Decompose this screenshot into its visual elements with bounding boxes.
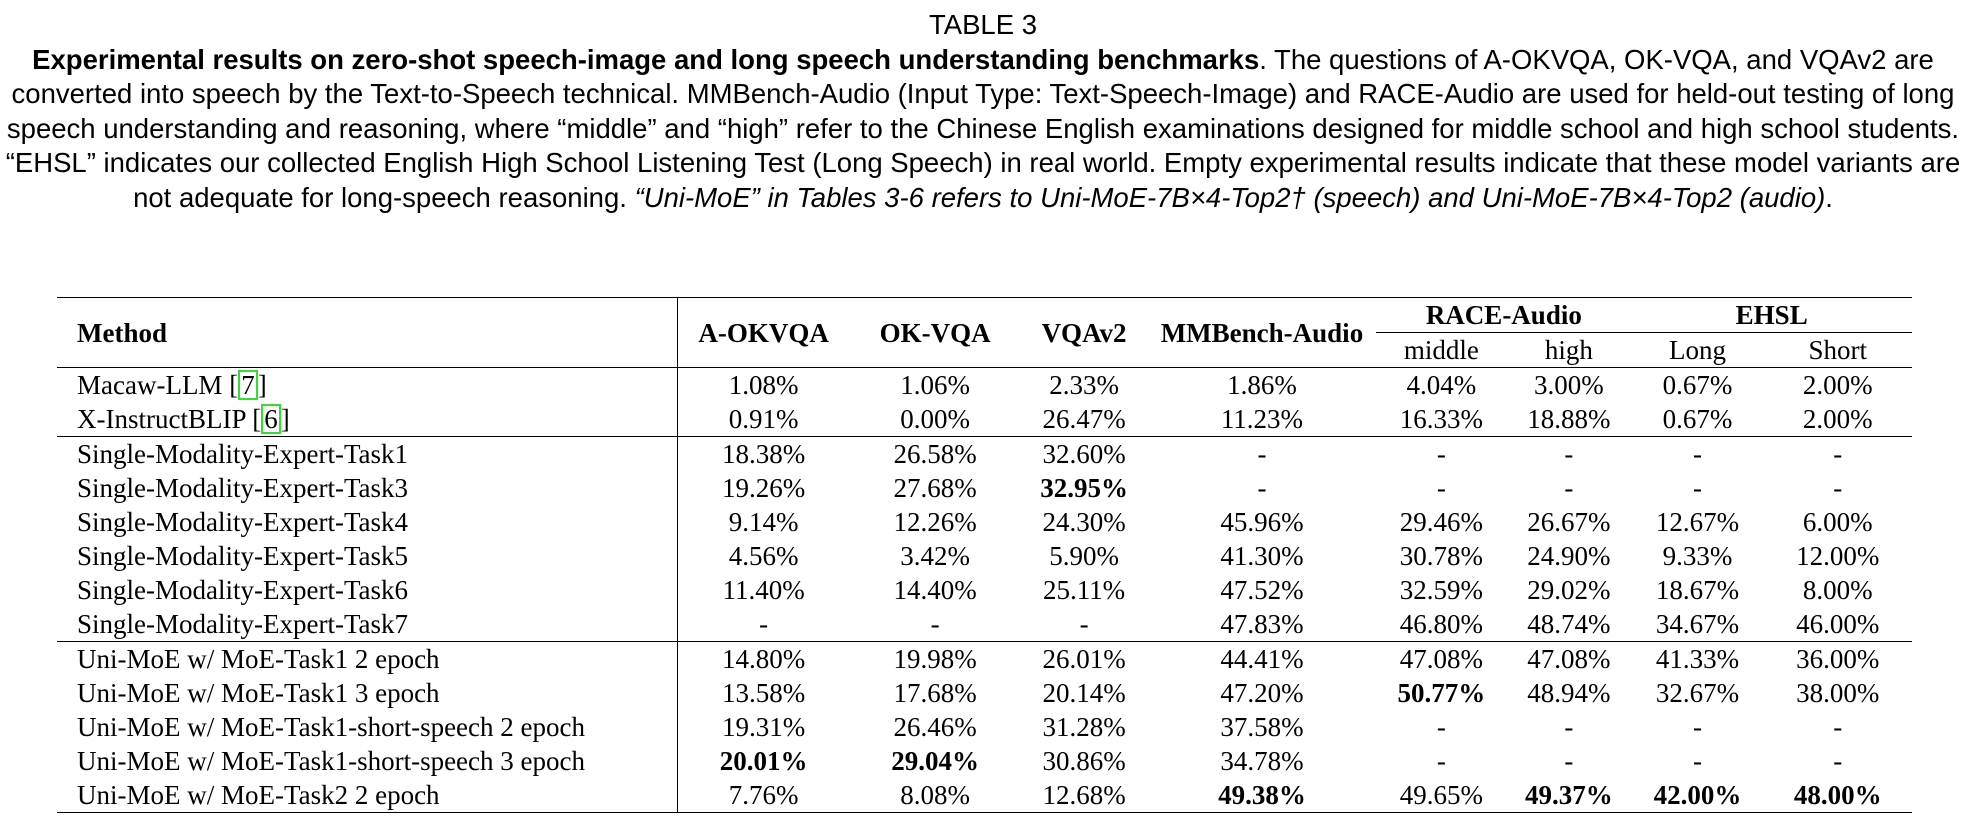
- citation-link[interactable]: 7: [238, 370, 258, 400]
- table-row: [57, 368, 1912, 403]
- table-row: [57, 642, 1912, 677]
- cell-mmbench: 49.38%: [1148, 778, 1377, 813]
- cell-mmbench: 47.52%: [1220, 575, 1304, 605]
- row-method: Uni-MoE w/ MoE-Task1-short-speech 3 epoch: [57, 744, 677, 778]
- cell-aokvqa: 18.38%: [677, 437, 850, 472]
- cell-ehsl-short: 6.00%: [1802, 507, 1873, 537]
- cell-okvqa: -: [930, 609, 940, 639]
- cell-race-high: 3.00%: [1534, 370, 1604, 400]
- cell-vqav2: 12.68%: [1021, 778, 1148, 813]
- header-ehsl-short: Short: [1764, 333, 1912, 368]
- cell-ehsl-short: 2.00%: [1802, 370, 1873, 400]
- header-okvqa: OK-VQA: [850, 298, 1021, 368]
- cell-okvqa: 17.68%: [893, 678, 977, 708]
- row-method: Single-Modality-Expert-Task4: [57, 505, 677, 539]
- cell-race-middle: -: [1376, 437, 1506, 472]
- cell-ehsl-short: -: [1764, 437, 1912, 472]
- cell-ehsl-long: 42.00%: [1631, 778, 1763, 813]
- cell-race-middle: 29.46%: [1399, 507, 1483, 537]
- cell-ehsl-short: 36.00%: [1764, 642, 1912, 677]
- row-method: Uni-MoE w/ MoE-Task1-short-speech 2 epoch: [57, 710, 677, 744]
- cell-aokvqa: 4.56%: [728, 541, 799, 571]
- cell-race-high: 48.74%: [1527, 609, 1611, 639]
- header-method: Method: [57, 298, 677, 368]
- cell-mmbench: 37.58%: [1220, 712, 1304, 742]
- cell-okvqa: 8.08%: [850, 778, 1021, 813]
- table-row: [57, 505, 1912, 539]
- table-row: [57, 676, 1912, 710]
- cell-okvqa: 26.58%: [850, 437, 1021, 472]
- cell-race-middle: 50.77%: [1397, 678, 1486, 708]
- table-caption: [0, 8, 1966, 215]
- cell-ehsl-short: 8.00%: [1802, 575, 1873, 605]
- cell-race-middle: 49.65%: [1376, 778, 1506, 813]
- cell-mmbench: -: [1148, 437, 1377, 472]
- row-method: [57, 402, 677, 437]
- cell-vqav2: 31.28%: [1042, 712, 1126, 742]
- caption-italic-note: “Uni-MoE” in Tables 3-6 refers to Uni-MoE-7B×4-Top2† (speech) and Uni-MoE-7B×4-Top2 (audio): [634, 181, 1826, 213]
- cell-vqav2: 32.95%: [1040, 473, 1128, 503]
- table-row: [57, 744, 1912, 778]
- cell-vqav2: 26.47%: [1042, 404, 1126, 434]
- cell-aokvqa: 20.01%: [719, 746, 808, 776]
- cell-mmbench: 47.83%: [1220, 609, 1304, 639]
- cell-race-high: -: [1564, 473, 1574, 503]
- cell-vqav2: -: [1079, 609, 1089, 639]
- cell-race-middle: 47.08%: [1376, 642, 1506, 677]
- method-text-close: ]: [257, 370, 267, 400]
- row-method: Single-Modality-Expert-Task6: [57, 573, 677, 607]
- cell-race-high: 24.90%: [1527, 541, 1611, 571]
- cell-aokvqa: 13.58%: [722, 678, 806, 708]
- cell-vqav2: 24.30%: [1042, 507, 1126, 537]
- cell-race-high: -: [1506, 437, 1631, 472]
- cell-race-middle: 16.33%: [1399, 404, 1483, 434]
- table-row: [57, 710, 1912, 744]
- cell-vqav2: 30.86%: [1042, 746, 1126, 776]
- row-method: Uni-MoE w/ MoE-Task1 3 epoch: [57, 676, 677, 710]
- cell-mmbench: 47.20%: [1220, 678, 1304, 708]
- cell-ehsl-short: 46.00%: [1796, 609, 1880, 639]
- cell-okvqa: 0.00%: [900, 404, 971, 434]
- cell-mmbench: 11.23%: [1220, 404, 1304, 434]
- cell-okvqa: 1.06%: [900, 370, 971, 400]
- table-row: [57, 402, 1912, 437]
- cell-race-middle: -: [1436, 473, 1446, 503]
- cell-ehsl-short: 48.00%: [1764, 778, 1912, 813]
- method-text-close: ]: [280, 404, 290, 434]
- cell-mmbench: -: [1257, 473, 1267, 503]
- cell-ehsl-long: 0.67%: [1662, 404, 1733, 434]
- table-number: TABLE 3: [928, 9, 1037, 40]
- cell-ehsl-long: 34.67%: [1655, 609, 1740, 639]
- table-row: [57, 437, 1912, 472]
- cell-aokvqa: 1.08%: [728, 370, 799, 400]
- cell-ehsl-short: 2.00%: [1802, 404, 1873, 434]
- cell-mmbench: 41.30%: [1220, 541, 1304, 571]
- cell-ehsl-long: 0.67%: [1662, 370, 1733, 400]
- row-method: Single-Modality-Expert-Task7: [57, 607, 677, 642]
- cell-ehsl-long: 12.67%: [1655, 507, 1740, 537]
- method-text: Macaw-LLM [: [77, 370, 239, 400]
- cell-aokvqa: -: [759, 609, 769, 639]
- cell-ehsl-short: -: [1833, 746, 1843, 776]
- header-race-high: high: [1506, 333, 1631, 368]
- cell-aokvqa: 0.91%: [728, 404, 799, 434]
- cell-ehsl-long: -: [1692, 746, 1702, 776]
- cell-okvqa: 19.98%: [850, 642, 1021, 677]
- cell-ehsl-short: 12.00%: [1796, 541, 1880, 571]
- cell-race-high: 48.94%: [1527, 678, 1611, 708]
- row-method: Uni-MoE w/ MoE-Task1 2 epoch: [57, 642, 677, 677]
- cell-race-high: 29.02%: [1527, 575, 1611, 605]
- cell-race-middle: 46.80%: [1399, 609, 1483, 639]
- header-mmbench: MMBench-Audio: [1148, 298, 1377, 368]
- cell-race-middle: 30.78%: [1399, 541, 1483, 571]
- cell-okvqa: 14.40%: [893, 575, 977, 605]
- caption-end: .: [1825, 181, 1833, 213]
- cell-race-middle: 4.04%: [1406, 370, 1477, 400]
- table-row: [57, 573, 1912, 607]
- cell-race-high: 26.67%: [1527, 507, 1611, 537]
- method-text: X-InstructBLIP [: [77, 404, 262, 434]
- cell-ehsl-long: -: [1692, 712, 1702, 742]
- cell-ehsl-long: 41.33%: [1631, 642, 1763, 677]
- cell-okvqa: 3.42%: [900, 541, 971, 571]
- cell-okvqa: 27.68%: [893, 473, 977, 503]
- cell-race-high: -: [1564, 712, 1574, 742]
- header-ehsl: EHSL: [1631, 298, 1912, 333]
- cell-ehsl-long: -: [1631, 437, 1763, 472]
- cell-aokvqa: 7.76%: [677, 778, 850, 813]
- cell-vqav2: 20.14%: [1042, 678, 1126, 708]
- table-row: [57, 607, 1912, 642]
- row-method: Single-Modality-Expert-Task1: [57, 437, 677, 472]
- cell-ehsl-long: 32.67%: [1655, 678, 1740, 708]
- cell-race-high: 47.08%: [1506, 642, 1631, 677]
- cell-race-middle: -: [1436, 712, 1446, 742]
- row-method: Single-Modality-Expert-Task5: [57, 539, 677, 573]
- table-row: [57, 471, 1912, 505]
- cell-okvqa: 12.26%: [893, 507, 977, 537]
- cell-ehsl-long: 9.33%: [1662, 541, 1733, 571]
- header-race-middle: middle: [1376, 333, 1506, 368]
- cell-aokvqa: 11.40%: [722, 575, 805, 605]
- row-method: Uni-MoE w/ MoE-Task2 2 epoch: [57, 778, 677, 813]
- cell-okvqa: 29.04%: [891, 746, 980, 776]
- cell-mmbench: 1.86%: [1227, 370, 1297, 400]
- cell-race-middle: -: [1436, 746, 1446, 776]
- cell-aokvqa: 19.26%: [722, 473, 806, 503]
- cell-race-middle: 32.59%: [1399, 575, 1483, 605]
- cell-ehsl-short: -: [1833, 473, 1843, 503]
- table-row: [57, 539, 1912, 573]
- cell-race-high: -: [1564, 746, 1574, 776]
- cell-ehsl-short: -: [1833, 712, 1843, 742]
- header-aokvqa: A-OKVQA: [677, 298, 850, 368]
- cell-ehsl-short: 38.00%: [1796, 678, 1880, 708]
- cell-ehsl-long: 18.67%: [1655, 575, 1740, 605]
- row-method: Single-Modality-Expert-Task3: [57, 471, 677, 505]
- cell-mmbench: 45.96%: [1220, 507, 1304, 537]
- cell-race-high: 49.37%: [1506, 778, 1631, 813]
- cell-race-high: 18.88%: [1527, 404, 1611, 434]
- cell-vqav2: 5.90%: [1049, 541, 1119, 571]
- cell-vqav2: 2.33%: [1049, 370, 1119, 400]
- cell-mmbench: 34.78%: [1220, 746, 1304, 776]
- caption-title: Experimental results on zero-shot speech-image and long speech understanding benchmarks: [32, 43, 1260, 75]
- cell-aokvqa: 19.31%: [722, 712, 806, 742]
- cell-vqav2: 32.60%: [1021, 437, 1148, 472]
- caption-body: . The questions of A-OKVQA, OK-VQA, and VQAv2 are converted into speech by the Text-to-Speech technical. MMBench-Audio (Input Type: Text-Speech-Image) and RACE-Audio are used for held-out testing of long speech understanding and reasoning, where “middle” and “high” refer to the Chinese English examinations designed for middle school and high school students. “EHSL” indicates our collected English High School Listening Test (Long Speech) in real world. Empty experimental results indicate that these model variants are not adequate for long-speech reasoning.: [5, 43, 1961, 213]
- header-vqav2: VQAv2: [1021, 298, 1148, 368]
- header-ehsl-long: Long: [1631, 333, 1763, 368]
- cell-okvqa: 26.46%: [893, 712, 977, 742]
- header-row: [57, 298, 1912, 333]
- cell-mmbench: 44.41%: [1148, 642, 1377, 677]
- cell-aokvqa: 14.80%: [677, 642, 850, 677]
- header-race: RACE-Audio: [1376, 298, 1631, 333]
- cell-aokvqa: 9.14%: [728, 507, 799, 537]
- results-table: [57, 297, 1912, 813]
- cell-vqav2: 26.01%: [1021, 642, 1148, 677]
- citation-link[interactable]: 6: [261, 404, 281, 434]
- table-row: [57, 778, 1912, 813]
- cell-vqav2: 25.11%: [1042, 575, 1126, 605]
- cell-ehsl-long: -: [1692, 473, 1702, 503]
- row-method: [57, 368, 677, 403]
